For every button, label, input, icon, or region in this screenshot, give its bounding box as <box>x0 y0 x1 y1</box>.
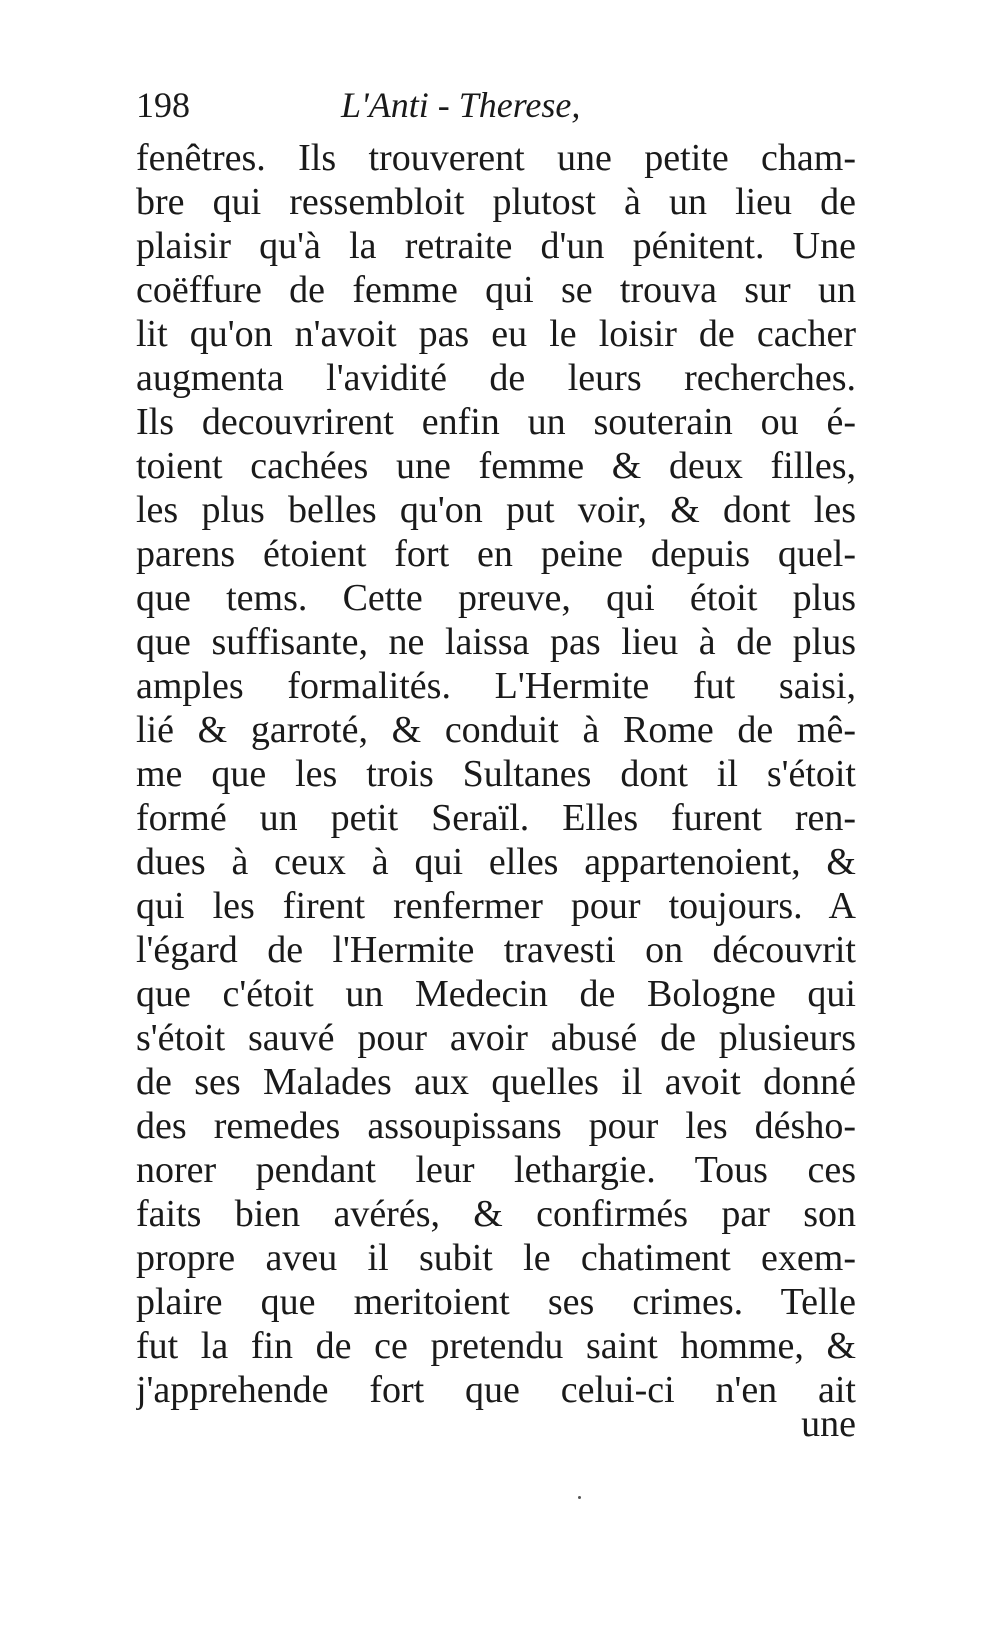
text-line: Ils decouvrirent enfin un souterain ou é- <box>136 401 856 443</box>
text-line: des remedes assoupissans pour les désho- <box>136 1105 856 1147</box>
text-line: j'apprehende fort que celui-ci n'en ait <box>136 1369 856 1411</box>
text-line: l'égard de l'Hermite travesti on découvrit <box>136 929 856 971</box>
text-line: que tems. Cette preuve, qui étoit plus <box>136 577 856 619</box>
text-line: lié & garroté, & conduit à Rome de mê- <box>136 709 856 751</box>
text-line: me que les trois Sultanes dont il s'étoit <box>136 753 856 795</box>
text-line: amples formalités. L'Hermite fut saisi, <box>136 665 856 707</box>
text-line: lit qu'on n'avoit pas eu le loisir de cacher <box>136 313 856 355</box>
text-line: s'étoit sauvé pour avoir abusé de plusieurs <box>136 1017 856 1059</box>
text-line: plaire que meritoient ses crimes. Telle <box>136 1281 856 1323</box>
text-line: propre aveu il subit le chatiment exem- <box>136 1237 856 1279</box>
text-line: norer pendant leur lethargie. Tous ces <box>136 1149 856 1191</box>
running-title: L'Anti - Therese, <box>341 85 581 125</box>
running-head <box>136 80 856 130</box>
text-line: que suffisante, ne laissa pas lieu à de plus <box>136 621 856 663</box>
text-line: bre qui ressembloit plutost à un lieu de <box>136 181 856 223</box>
text-line: plaisir qu'à la retraite d'un pénitent. Une <box>136 225 856 267</box>
text-line: formé un petit Seraïl. Elles furent ren- <box>136 797 856 839</box>
text-line: dues à ceux à qui elles appartenoient, & <box>136 841 856 883</box>
ink-speck <box>578 1496 581 1499</box>
text-line: toient cachées une femme & deux filles, <box>136 445 856 487</box>
text-line: de ses Malades aux quelles il avoit donné <box>136 1061 856 1103</box>
text-line: qui les firent renfermer pour toujours. A <box>136 885 856 927</box>
text-line: les plus belles qu'on put voir, & dont les <box>136 489 856 531</box>
text-line: fut la fin de ce pretendu saint homme, & <box>136 1325 856 1367</box>
text-line: parens étoient fort en peine depuis quel- <box>136 533 856 575</box>
text-line: faits bien avérés, & confirmés par son <box>136 1193 856 1235</box>
text-line: fenêtres. Ils trouverent une petite cham- <box>136 137 856 179</box>
text-line: coëffure de femme qui se trouva sur un <box>136 269 856 311</box>
catchword: une <box>801 1403 856 1445</box>
text-line: que c'étoit un Medecin de Bologne qui <box>136 973 856 1015</box>
text-line: augmenta l'avidité de leurs recherches. <box>136 357 856 399</box>
page-number: 198 <box>136 85 190 125</box>
body-text <box>136 136 856 1412</box>
